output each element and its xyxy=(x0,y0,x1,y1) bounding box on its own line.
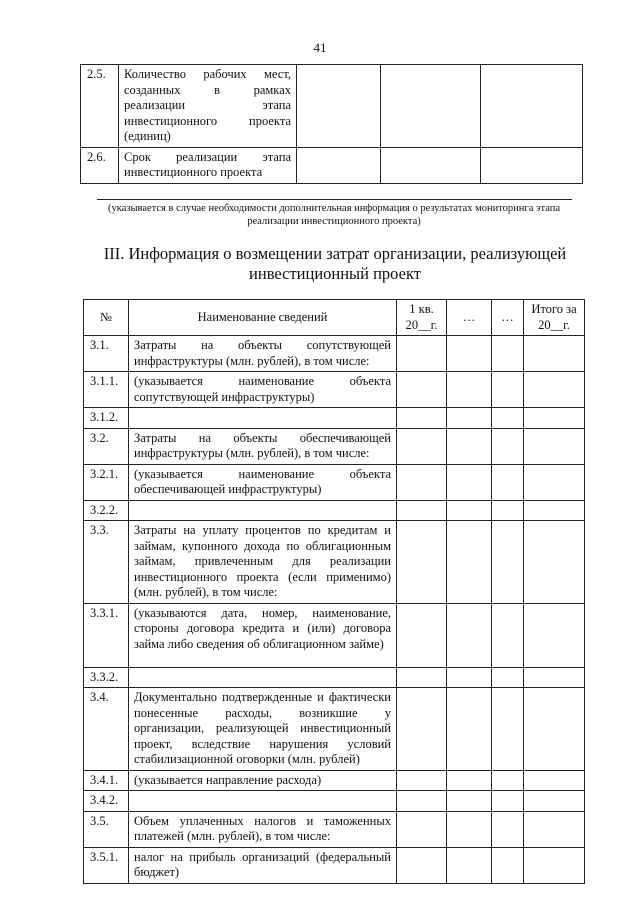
cost-reimbursement-table xyxy=(83,299,585,884)
row-label xyxy=(129,791,397,812)
section-title: III. Информация о возмещении затрат организации, реализующей инвестиционный проект xyxy=(103,244,567,283)
header-quarter-1: 1 кв. 20__г. xyxy=(397,300,447,336)
row-number: 3.4. xyxy=(84,688,129,771)
row-label: Затраты на уплату процентов по кредитам и займам, купонного дохода по облигационным займам, привлеченным для реализации инвестиционного проекта (если применимо) (млн. рублей), в том числе: xyxy=(129,521,397,604)
value-cell xyxy=(481,65,583,148)
value-cell xyxy=(492,603,524,667)
row-label: Срок реализации этапа инвестиционного проекта xyxy=(119,147,297,183)
table-row xyxy=(84,500,585,521)
value-cell xyxy=(447,791,492,812)
value-cell xyxy=(524,372,585,408)
row-label: (указывается наименование объекта сопутствующей инфраструктуры) xyxy=(129,372,397,408)
table-row xyxy=(84,428,585,464)
value-cell xyxy=(524,500,585,521)
header-name: Наименование сведений xyxy=(129,300,397,336)
value-cell xyxy=(397,464,447,500)
value-cell xyxy=(524,811,585,847)
value-cell xyxy=(447,428,492,464)
value-cell xyxy=(447,688,492,771)
page-number: 41 xyxy=(313,40,327,55)
header-number: № xyxy=(84,300,129,336)
table-row xyxy=(84,791,585,812)
row-number: 3.3. xyxy=(84,521,129,604)
value-cell xyxy=(524,770,585,791)
row-label: (указываются дата, номер, наименование, стороны договора кредита и (или) договора займа либо сведения об облигационном займе) xyxy=(129,603,397,667)
row-number: 2.6. xyxy=(81,147,119,183)
value-cell xyxy=(492,464,524,500)
value-cell xyxy=(397,603,447,667)
results-table-continuation xyxy=(80,64,583,184)
value-cell xyxy=(524,847,585,883)
row-number: 3.2. xyxy=(84,428,129,464)
value-cell xyxy=(447,464,492,500)
table-row xyxy=(84,603,585,667)
row-label: Документально подтвержденные и фактически понесенные расходы, возникшие у организации, реализующей инвестиционный проект, вследствие нарушения условий стабилизационной оговорки (млн. рублей) xyxy=(129,688,397,771)
value-cell xyxy=(447,603,492,667)
value-cell xyxy=(397,688,447,771)
value-cell xyxy=(397,847,447,883)
value-cell xyxy=(397,372,447,408)
row-label: Объем уплаченных налогов и таможенных платежей (млн. рублей), в том числе: xyxy=(129,811,397,847)
table-row xyxy=(84,464,585,500)
row-number: 3.4.2. xyxy=(84,791,129,812)
monitoring-note: (указывается в случае необходимости дополнительная информация о результатах мониторинга этапа реализации инвестиционного проекта) xyxy=(107,203,561,227)
value-cell xyxy=(397,500,447,521)
row-number: 3.5.1. xyxy=(84,847,129,883)
row-number: 3.3.1. xyxy=(84,603,129,667)
table-row xyxy=(81,65,583,148)
row-number: 3.5. xyxy=(84,811,129,847)
row-label xyxy=(129,408,397,429)
value-cell xyxy=(524,336,585,372)
value-cell xyxy=(524,408,585,429)
value-cell xyxy=(524,428,585,464)
header-ellipsis: … xyxy=(492,300,524,336)
value-cell xyxy=(447,521,492,604)
row-number: 3.2.2. xyxy=(84,500,129,521)
value-cell xyxy=(524,521,585,604)
value-cell xyxy=(492,408,524,429)
row-label: Затраты на объекты сопутствующей инфраструктуры (млн. рублей), в том числе: xyxy=(129,336,397,372)
value-cell xyxy=(492,688,524,771)
value-cell xyxy=(492,428,524,464)
value-cell xyxy=(492,521,524,604)
value-cell xyxy=(447,770,492,791)
row-number: 2.5. xyxy=(81,65,119,148)
row-label: Количество рабочих мест, созданных в рамках реализации этапа инвестиционного проекта (единиц) xyxy=(119,65,297,148)
row-number: 3.1. xyxy=(84,336,129,372)
value-cell xyxy=(397,791,447,812)
value-cell xyxy=(524,603,585,667)
value-cell xyxy=(492,847,524,883)
value-cell xyxy=(492,811,524,847)
value-cell xyxy=(381,147,481,183)
value-cell xyxy=(447,847,492,883)
value-cell xyxy=(397,770,447,791)
value-cell xyxy=(447,500,492,521)
table-row xyxy=(81,147,583,183)
value-cell xyxy=(397,408,447,429)
table-row xyxy=(84,770,585,791)
table-row xyxy=(84,847,585,883)
row-label: (указывается наименование объекта обеспечивающей инфраструктуры) xyxy=(129,464,397,500)
value-cell xyxy=(397,428,447,464)
note-divider xyxy=(97,199,572,200)
value-cell xyxy=(397,336,447,372)
value-cell xyxy=(492,500,524,521)
value-cell xyxy=(447,811,492,847)
row-number: 3.4.1. xyxy=(84,770,129,791)
value-cell xyxy=(381,65,481,148)
header-total: Итого за 20__г. xyxy=(524,300,585,336)
value-cell xyxy=(492,791,524,812)
table-row xyxy=(84,372,585,408)
row-number: 3.1.1. xyxy=(84,372,129,408)
value-cell xyxy=(524,688,585,771)
value-cell xyxy=(397,667,447,688)
value-cell xyxy=(492,667,524,688)
value-cell xyxy=(492,336,524,372)
row-number: 3.1.2. xyxy=(84,408,129,429)
table-row xyxy=(84,336,585,372)
row-label xyxy=(129,667,397,688)
table-row xyxy=(84,667,585,688)
row-label: (указывается направление расхода) xyxy=(129,770,397,791)
value-cell xyxy=(397,811,447,847)
table-row xyxy=(84,408,585,429)
table-header-row xyxy=(84,300,585,336)
value-cell xyxy=(524,791,585,812)
value-cell xyxy=(447,336,492,372)
value-cell xyxy=(297,65,381,148)
value-cell xyxy=(397,521,447,604)
table-row xyxy=(84,811,585,847)
row-number: 3.2.1. xyxy=(84,464,129,500)
value-cell xyxy=(524,667,585,688)
table-row xyxy=(84,521,585,604)
value-cell xyxy=(297,147,381,183)
value-cell xyxy=(447,667,492,688)
row-number: 3.3.2. xyxy=(84,667,129,688)
value-cell xyxy=(481,147,583,183)
row-label: Затраты на объекты обеспечивающей инфраструктуры (млн. рублей), в том числе: xyxy=(129,428,397,464)
value-cell xyxy=(492,770,524,791)
value-cell xyxy=(447,408,492,429)
value-cell xyxy=(492,372,524,408)
row-label: налог на прибыль организаций (федеральный бюджет) xyxy=(129,847,397,883)
table-row xyxy=(84,688,585,771)
header-ellipsis: … xyxy=(447,300,492,336)
value-cell xyxy=(524,464,585,500)
value-cell xyxy=(447,372,492,408)
row-label xyxy=(129,500,397,521)
